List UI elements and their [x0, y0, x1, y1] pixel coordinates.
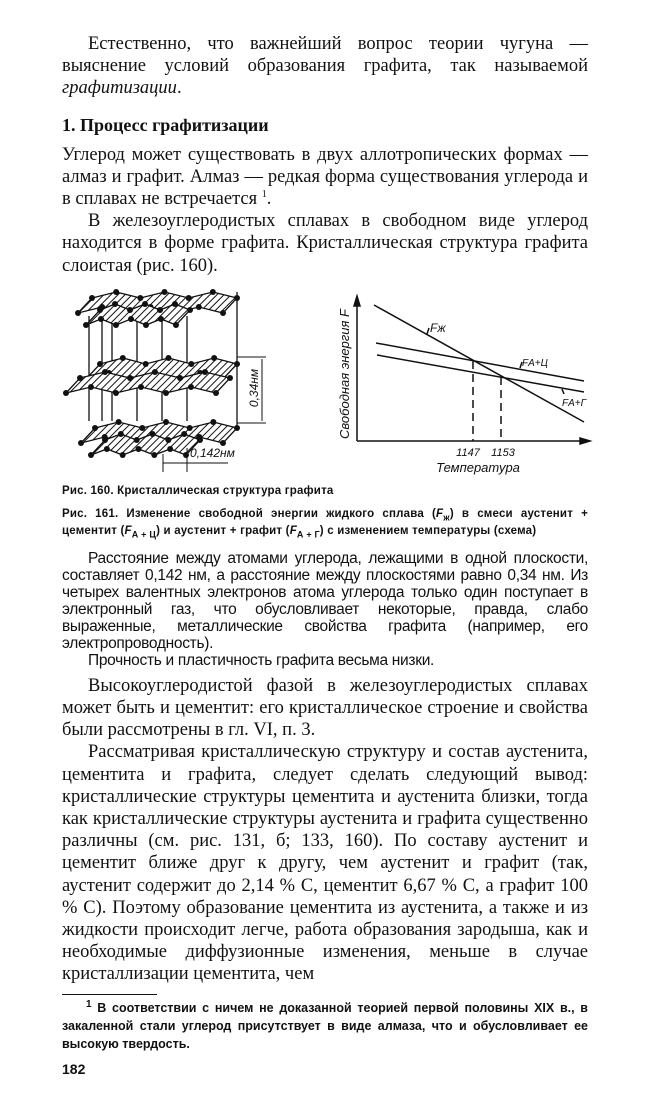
paragraph-end: .: [266, 189, 272, 210]
carbon-atom: [77, 375, 83, 381]
carbon-atom: [78, 440, 84, 446]
curve-a-g: [377, 355, 584, 392]
caption-part: ) и аустенит + графит (: [156, 524, 290, 537]
carbon-atom: [181, 431, 187, 437]
curve-liquid: [374, 305, 584, 422]
carbon-atom: [152, 369, 158, 375]
figure-161-energy-chart: [270, 286, 610, 476]
curve-a-c: [376, 343, 584, 381]
carbon-atom: [102, 369, 108, 375]
carbon-atom: [163, 419, 169, 425]
intro-text: Естественно, что важнейший вопрос теории чугуна — выяснение условий образования графита, так называемой: [62, 34, 588, 77]
carbon-atom: [188, 361, 194, 367]
carbon-atom: [83, 322, 89, 328]
carbon-atom: [143, 322, 149, 328]
carbon-atom: [187, 425, 193, 431]
small-print-paragraph: Расстояние между атомами углерода, лежащими в одной плоскости, составляет 0,142 нм, а расстояние между плоскостями равно 0,34 нм. Из четырех валентных электронов атома углерода только один поступает в электронный газ, что обусловливает некоторые, правда, слабо выраженные, металлические свойства графита (например, его электропроводность).: [62, 549, 588, 652]
carbon-atom: [134, 437, 140, 443]
carbon-atom: [210, 289, 216, 295]
carbon-atom: [213, 390, 219, 396]
dimension-vertical-label: 0,34нм: [247, 368, 261, 407]
x-axis-arrow: [580, 438, 590, 444]
carbon-atom: [98, 316, 104, 322]
carbon-atom: [183, 452, 189, 458]
carbon-atom: [188, 384, 194, 390]
footnote-text: В соответствии с ничем не доказанной теорией первой половины XIX в., в закаленной стали углерод присутствует в виде алмаза, что и обусловливает ее высокую твердость.: [62, 1000, 588, 1051]
caption-part: ж: [443, 512, 450, 523]
carbon-atom: [97, 307, 103, 313]
carbon-atom: [234, 425, 240, 431]
carbon-atom: [88, 452, 94, 458]
carbon-atom: [172, 301, 178, 307]
carbon-atom: [127, 307, 133, 313]
carbon-atom: [150, 431, 156, 437]
label-f-a-g: FА+Г: [562, 397, 587, 409]
footnote-mark: 1: [86, 998, 92, 1010]
footnote-ref: 1: [261, 188, 267, 200]
caption-part: А + Ц: [131, 529, 157, 540]
tick-1147: 1147: [456, 446, 480, 459]
carbon-atom: [177, 375, 183, 381]
carbon-atom: [102, 437, 108, 443]
carbon-atom: [197, 437, 203, 443]
carbon-atom: [162, 289, 168, 295]
carbon-atom: [88, 384, 94, 390]
carbon-atom: [128, 316, 134, 322]
x-axis-label: Температура: [436, 459, 520, 475]
intro-paragraph: [62, 33, 588, 100]
caption-part: ) в смеси аустенит + цементит (: [62, 507, 588, 537]
carbon-atom: [210, 419, 216, 425]
carbon-atom: [165, 437, 171, 443]
carbon-atom: [118, 431, 124, 437]
carbon-atom: [163, 390, 169, 396]
carbon-atom: [127, 375, 133, 381]
carbon-atom: [166, 355, 172, 361]
carbon-atom: [143, 361, 149, 367]
carbon-atom: [227, 375, 233, 381]
body-paragraph: Высокоуглеродистой фазой в железоуглеродистых сплавах может быть и цементит: его кристаллическое строение и свойства были рассмотрены в гл. VI, п. 3.: [62, 675, 588, 741]
caption-part: F: [289, 524, 297, 537]
label-f-liquid: Fж: [430, 320, 446, 335]
carbon-atom: [234, 295, 240, 301]
carbon-atom: [138, 384, 144, 390]
carbon-atom: [220, 310, 226, 316]
carbon-atom: [136, 446, 142, 452]
section-heading: 1. Процесс графитизации: [62, 114, 269, 135]
carbon-atom: [196, 304, 202, 310]
y-axis-label: Свободная энергия F: [337, 308, 352, 439]
carbon-atom: [167, 446, 173, 452]
intro-italic-term: графитизации: [62, 78, 177, 99]
carbon-atom: [211, 355, 217, 361]
paragraph-text: Углерод может существовать в двух аллотропических формах — алмаз и графит. Алмаз — редкая форма существования углерода и в сплавах не встречается: [62, 144, 588, 210]
small-print-paragraph: Прочность и пластичность графита весьма низки.: [88, 651, 435, 669]
carbon-atom: [187, 307, 193, 313]
figure-160-caption: Рис. 160. Кристаллическая структура графита: [62, 484, 334, 497]
carbon-atom: [137, 295, 143, 301]
figure-160-graphite-structure: [0, 281, 300, 477]
carbon-atom: [97, 361, 103, 367]
carbon-atom: [234, 361, 240, 367]
carbon-atom: [116, 419, 122, 425]
paragraph-carbon-forms: [62, 144, 588, 211]
label-f-a-c: FА+Ц: [522, 357, 548, 369]
carbon-atom: [104, 446, 110, 452]
paragraph-graphite-form: В железоуглеродистых сплавах в свободном виде углерод находится в форме графита. Кристаллическая структура графита слоистая (рис. 160).: [62, 211, 588, 276]
dimension-horizontal-label: 0,142нм: [190, 445, 235, 460]
caption-part: F: [124, 524, 132, 537]
carbon-atom: [139, 425, 145, 431]
carbon-atom: [120, 355, 126, 361]
caption-part: А + Г: [296, 529, 320, 540]
caption-part: Рис. 161. Изменение свободной энергии жидкого сплава (: [62, 507, 437, 520]
carbon-atom: [113, 390, 119, 396]
carbon-atom: [173, 322, 179, 328]
carbon-atom: [186, 295, 192, 301]
footnote: [62, 999, 588, 1053]
carbon-atom: [151, 452, 157, 458]
figure-161-caption: [62, 506, 588, 540]
carbon-atom: [63, 390, 69, 396]
carbon-atom: [158, 316, 164, 322]
carbon-atom: [113, 322, 119, 328]
carbon-atom: [202, 369, 208, 375]
caption-part: F: [436, 507, 444, 520]
tick-1153: 1153: [491, 446, 515, 459]
footnote-divider: [62, 994, 157, 995]
carbon-atom: [120, 452, 126, 458]
carbon-atom: [113, 289, 119, 295]
carbon-atom: [112, 301, 118, 307]
y-axis-arrow: [354, 296, 360, 306]
page-number: 182: [62, 1060, 86, 1077]
carbon-atom: [89, 295, 95, 301]
caption-part: ) с изменением температуры (схема): [319, 524, 537, 537]
carbon-atom: [92, 425, 98, 431]
carbon-atom: [142, 301, 148, 307]
figures-area: [0, 281, 650, 477]
carbon-atom: [157, 307, 163, 313]
carbon-atom: [75, 310, 81, 316]
intro-end: .: [176, 78, 182, 99]
body-paragraph: Рассматривая кристаллическую структуру и состав аустенита, цементита и графита, следует сделать следующий вывод: кристаллические структуры цементита и аустенита близки, тогда как кристаллические структуры аустенита и графита существенно различны (см. рис. 131, б; 133, 160). По составу аустенит и цементит ближе друг к другу, чем аустенит и графит (так, аустенит содержит до 2,14 % С, цементит 6,67 % С, а графит 100 % С). Поэтому образование цементита из аустенита, а также и из жидкости происходит легче, работа образования зародыша, как и необходимые диффузионные изменения, меньше в случае кристаллизации цементита, чем: [62, 742, 588, 985]
